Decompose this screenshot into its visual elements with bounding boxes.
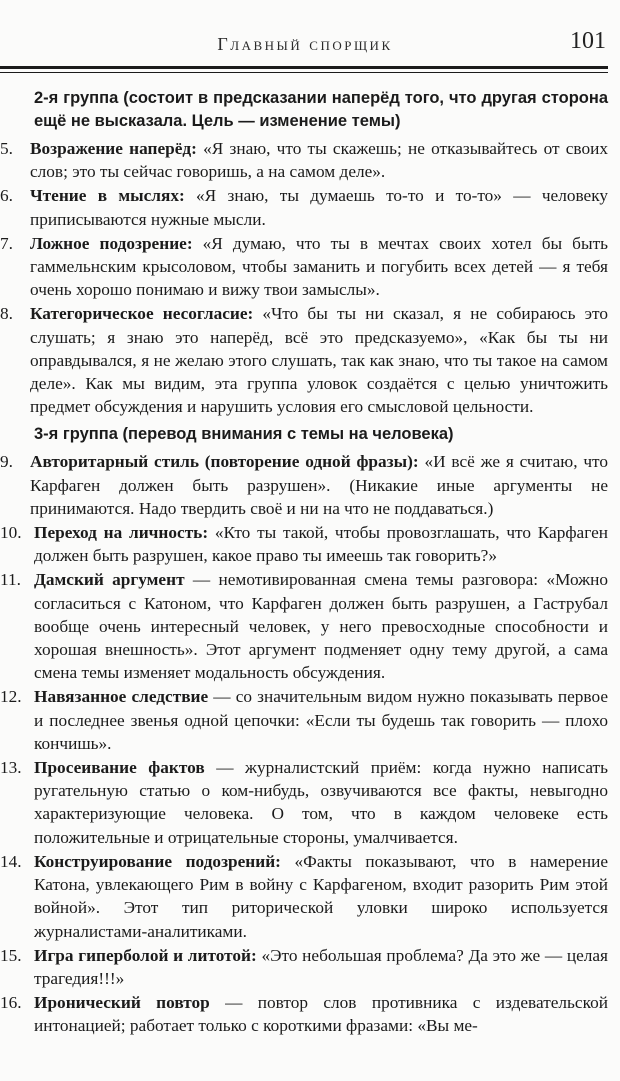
item-text: «Что бы ты ни сказал, я не собираюсь это слушать; я знаю это наперёд, всё это предсказуемо», «Как бы ты ни оправдывался, я не желаю этого слушать, так как знаю, что ты такое на самом деле». Как мы видим, эта группа уловок создаётся с целью уничтожить предмет обсуждения и нарушить условия его смысловой цельности. bbox=[30, 304, 608, 417]
list-item-13 bbox=[0, 756, 608, 849]
item-text: «И всё же я считаю, что Карфаген должен быть разрушен». (Никакие иные аргументы не принимаются. Надо твердить своё и ни на что не поддаваться.) bbox=[30, 452, 608, 518]
item-term: Навязанное следствие bbox=[34, 687, 209, 707]
item-body bbox=[30, 137, 608, 183]
item-term: Авторитарный стиль (повторение одной фразы): bbox=[30, 452, 419, 472]
item-body bbox=[30, 184, 608, 230]
item-body bbox=[30, 302, 608, 418]
list-item-12 bbox=[0, 685, 608, 755]
item-term: Иронический повтор bbox=[34, 993, 210, 1013]
item-text: «Кто ты такой, чтобы провозглашать, что Карфаген должен быть разрушен, какое право ты имеешь так говорить?» bbox=[34, 523, 609, 566]
list-item-11 bbox=[0, 568, 608, 684]
header-rule-thick bbox=[0, 66, 608, 69]
item-body bbox=[34, 944, 608, 990]
item-body bbox=[34, 521, 608, 567]
item-body bbox=[30, 450, 608, 520]
item-number: 16. bbox=[0, 993, 22, 1013]
header-rule-thin bbox=[0, 72, 608, 73]
item-body bbox=[34, 685, 608, 755]
item-text: «Я думаю, что ты в мечтах своих хотел бы быть гаммельнским крысоловом, чтобы заманить и погубить всех детей — я тебя очень хорошо понимаю и вижу твои замыслы». bbox=[30, 233, 608, 300]
item-text: — журналистский приём: когда нужно написать ругательную статью о ком-нибудь, озвучиваются все факты, невыгодно характеризующие человека. О том, что в каждом человеке есть положительные и отрицательные стороны, умалчивается. bbox=[34, 758, 608, 847]
item-term: Возражение наперёд: bbox=[30, 139, 197, 158]
item-number: 6. bbox=[0, 186, 13, 206]
item-number: 15. bbox=[0, 945, 22, 965]
item-number: 10. bbox=[0, 523, 22, 543]
page-header bbox=[2, 28, 608, 62]
item-term: Конструирование подозрений: bbox=[34, 851, 281, 871]
item-number: 8. bbox=[0, 304, 13, 324]
list-item-14 bbox=[0, 850, 608, 943]
item-number: 13. bbox=[0, 758, 22, 778]
item-number: 12. bbox=[0, 687, 22, 707]
list-item-15 bbox=[0, 944, 608, 990]
group-3-heading: 3-я группа (перевод внимания с темы на человека) bbox=[34, 425, 454, 444]
list-item-16 bbox=[0, 991, 608, 1037]
item-text: «Я знаю, что ты скажешь; не отказывайтесь от своих слов; это ты сейчас говоришь, а на самом деле». bbox=[30, 139, 608, 182]
list-item-9 bbox=[0, 450, 608, 520]
item-number: 9. bbox=[0, 452, 13, 472]
item-body bbox=[34, 568, 608, 684]
item-text: «Это небольшая проблема? Да это же — целая трагедия!!!» bbox=[34, 945, 608, 988]
running-title: Главный спорщик bbox=[217, 34, 393, 54]
item-text: — немотивированная смена темы разговора: «Можно согласиться с Катоном, что Карфаген должен быть разрушен, а Гаструбал вообще очень интересный человек, у него превосходные способности и хорошая внешность». Этот аргумент подменяет одну тему другой, а сама смена темы изменяет модальность обсуждения. bbox=[34, 570, 608, 683]
item-term: Чтение в мыслях: bbox=[30, 186, 185, 206]
page-content bbox=[0, 87, 608, 1039]
item-text: «Я знаю, ты думаешь то-то и то-то» — человеку приписываются нужные мысли. bbox=[30, 186, 608, 229]
list-item-7 bbox=[0, 232, 608, 302]
item-body bbox=[34, 756, 608, 849]
item-term: Переход на личность: bbox=[34, 523, 209, 543]
list-item-8 bbox=[0, 302, 608, 418]
item-text: «Факты показывают, что в намерение Катона, увлекающего Рим в войну с Карфагеном, входит разорить Рим этой войной». Этот тип риторической уловки широко используется журналистами-аналитиками. bbox=[34, 851, 609, 941]
list-item-10 bbox=[0, 521, 608, 567]
item-term: Просеивание фактов bbox=[34, 758, 205, 778]
group-2-heading: 2-я группа (состоит в предсказании наперёд того, что другая сторона ещё не высказала. Цель — изменение темы) bbox=[34, 89, 608, 130]
item-number: 5. bbox=[0, 139, 13, 158]
item-number: 7. bbox=[0, 233, 13, 253]
item-number: 11. bbox=[0, 570, 21, 590]
page-number: 101 bbox=[570, 28, 606, 54]
item-term: Игра гиперболой и литотой: bbox=[34, 945, 257, 965]
item-text: — со значительным видом нужно показывать первое и последнее звенья одной цепочки: «Если ты будешь так говорить — плохо кончишь». bbox=[34, 687, 608, 753]
item-body bbox=[34, 991, 608, 1037]
list-item-6 bbox=[0, 184, 608, 230]
item-term: Категорическое несогласие: bbox=[30, 304, 254, 324]
item-term: Дамский аргумент bbox=[34, 570, 185, 590]
list-item-5 bbox=[0, 137, 608, 183]
item-term: Ложное подозрение: bbox=[30, 233, 193, 253]
item-body bbox=[30, 232, 608, 302]
item-body bbox=[34, 850, 608, 943]
item-text: — повтор слов противника с издевательской интонацией; работает только с короткими фразами: «Вы ме- bbox=[34, 993, 608, 1036]
item-number: 14. bbox=[0, 851, 22, 871]
